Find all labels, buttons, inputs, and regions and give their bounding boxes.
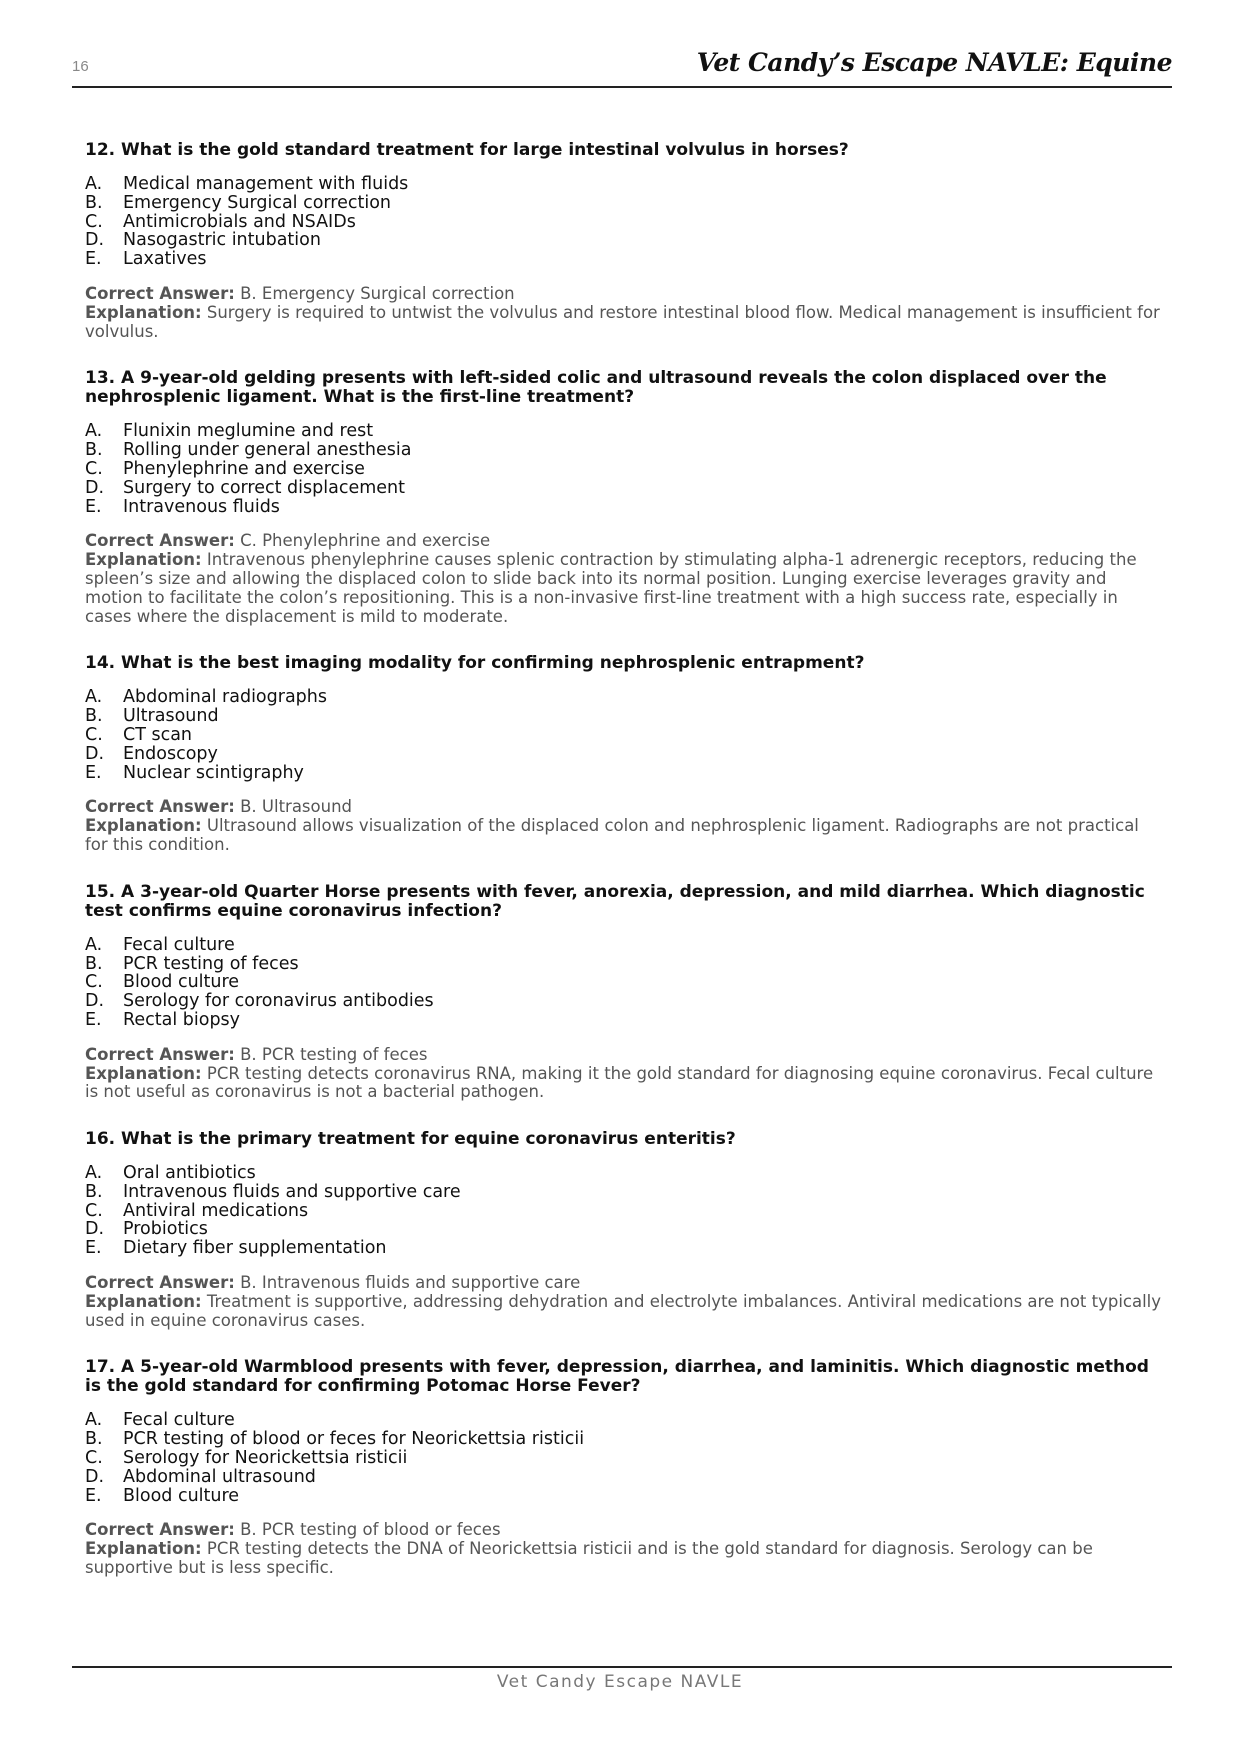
option-text: Probiotics — [123, 1219, 208, 1240]
correct-answer-text: B. Ultrasound — [240, 797, 353, 817]
question-title: 15. A 3-year-old Quarter Horse presents with fever, anorexia, depression, and mild diarrhea. Which diagnostic test confirms equine coronavirus infection? — [85, 881, 1145, 921]
explanation-text: PCR testing detects the DNA of Neorickettsia risticii and is the gold standard for diagnosis. Serology can be supportive but is less specific. — [85, 1539, 1093, 1578]
option-text: Rectal biopsy — [123, 1009, 241, 1030]
correct-answer — [85, 798, 1165, 817]
explanation-text: Treatment is supportive, addressing dehydration and electrolyte imbalances. Antiviral medications are not typically used in equine coronavirus cases. — [85, 1291, 1162, 1330]
explanation-label: Explanation: — [85, 1539, 202, 1559]
option-letter: C. — [85, 1200, 103, 1221]
explanation-text: Ultrasound allows visualization of the displaced colon and nephrosplenic ligament. Radiographs are not practical for this condition. — [85, 816, 1139, 854]
book-title: Vet Candy’s Escape NAVLE: Equine — [696, 48, 1172, 77]
option-letter: E. — [85, 496, 102, 517]
option-letter: B. — [85, 192, 103, 213]
option-item — [85, 498, 1165, 517]
option-letter: D. — [85, 743, 105, 764]
explanation-label: Explanation: — [85, 1291, 202, 1311]
option-item — [85, 441, 1165, 460]
option-text: Fecal culture — [123, 934, 235, 955]
explanation — [85, 1540, 1165, 1578]
explanation-label: Explanation: — [85, 302, 202, 322]
option-item — [85, 1202, 1165, 1221]
option-letter: C. — [85, 724, 103, 745]
option-letter: C. — [85, 1448, 103, 1469]
option-text: Antiviral medications — [123, 1200, 309, 1221]
option-text: Antimicrobials and NSAIDs — [123, 211, 356, 232]
correct-answer-text: C. Phenylephrine and exercise — [240, 531, 491, 551]
option-text: Abdominal radiographs — [123, 687, 327, 708]
correct-answer — [85, 285, 1165, 304]
option-item — [85, 745, 1165, 764]
option-item — [85, 250, 1165, 269]
explanation — [85, 1293, 1165, 1331]
correct-answer-text: B. PCR testing of blood or feces — [240, 1520, 501, 1540]
option-item — [85, 175, 1165, 194]
option-item — [85, 1487, 1165, 1506]
option-text: Emergency Surgical correction — [123, 192, 392, 213]
explanation-label: Explanation: — [85, 816, 202, 836]
question-block — [85, 369, 1165, 626]
option-item — [85, 688, 1165, 707]
option-text: Flunixin meglumine and rest — [123, 421, 374, 442]
option-item — [85, 764, 1165, 783]
option-text: Nuclear scintigraphy — [123, 762, 304, 783]
question-title: 12. What is the gold standard treatment for large intestinal volvulus in horses? — [85, 140, 849, 160]
explanation — [85, 1065, 1165, 1103]
option-letter: C. — [85, 972, 103, 993]
footer-text: Vet Candy Escape NAVLE — [496, 1672, 744, 1692]
question-title: 17. A 5-year-old Warmblood presents with fever, depression, diarrhea, and laminitis. Which diagnostic method is the gold standard for confirming Potomac Horse Fever? — [85, 1357, 1149, 1397]
option-text: CT scan — [123, 724, 193, 745]
explanation — [85, 304, 1165, 342]
option-letter: A. — [85, 687, 103, 708]
option-item — [85, 936, 1165, 955]
option-letter: D. — [85, 1466, 105, 1487]
option-text: Oral antibiotics — [123, 1163, 256, 1184]
question-title: 14. What is the best imaging modality for confirming nephrosplenic entrapment? — [85, 653, 865, 674]
option-letter: E. — [85, 1238, 102, 1259]
question-block — [85, 654, 1165, 854]
option-letter: E. — [85, 1009, 102, 1030]
option-list — [85, 1164, 1165, 1258]
option-text: Nasogastric intubation — [123, 230, 321, 251]
option-item — [85, 973, 1165, 992]
option-item — [85, 1183, 1165, 1202]
explanation-text: PCR testing detects coronavirus RNA, making it the gold standard for diagnosing equine coronavirus. Fecal culture is not useful as coronavirus is not a bacterial pathogen. — [85, 1063, 1154, 1102]
option-text: Medical management with fluids — [123, 174, 409, 194]
question-block — [85, 883, 1165, 1102]
question-block — [85, 1130, 1165, 1330]
question-title: 16. What is the primary treatment for equine coronavirus enteritis? — [85, 1129, 736, 1150]
option-text: Phenylephrine and exercise — [123, 458, 365, 479]
option-item — [85, 1164, 1165, 1183]
option-text: PCR testing of blood or feces for Neorickettsia risticii — [123, 1429, 585, 1450]
option-item — [85, 955, 1165, 974]
correct-answer — [85, 1274, 1165, 1293]
footer-divider — [72, 1666, 1172, 1668]
option-item — [85, 1011, 1165, 1030]
option-letter: E. — [85, 249, 102, 270]
correct-answer-label: Correct Answer: — [85, 1044, 235, 1064]
option-item — [85, 1411, 1165, 1430]
option-letter: B. — [85, 953, 103, 974]
question-block — [85, 1358, 1165, 1577]
option-letter: B. — [85, 1429, 103, 1450]
option-text: Intravenous fluids and supportive care — [123, 1181, 461, 1202]
correct-answer — [85, 1046, 1165, 1065]
option-item — [85, 992, 1165, 1011]
option-text: Blood culture — [123, 1485, 240, 1506]
option-letter: D. — [85, 477, 105, 498]
correct-answer-text: B. PCR testing of feces — [240, 1044, 428, 1064]
option-item — [85, 1220, 1165, 1239]
option-letter: E. — [85, 1485, 102, 1506]
option-letter: D. — [85, 230, 105, 251]
option-text: Laxatives — [123, 249, 207, 270]
option-list — [85, 936, 1165, 1030]
option-item — [85, 422, 1165, 441]
option-text: Dietary fiber supplementation — [123, 1238, 387, 1259]
correct-answer-text: B. Emergency Surgical correction — [240, 283, 515, 303]
explanation-label: Explanation: — [85, 1063, 202, 1083]
correct-answer-label: Correct Answer: — [85, 531, 235, 551]
option-letter: C. — [85, 458, 103, 479]
question-title: 13. A 9-year-old gelding presents with left-sided colic and ultrasound reveals the colon displaced over the nephrosplenic ligament. What is the first-line treatment? — [85, 368, 1107, 408]
page-number: 16 — [72, 58, 89, 75]
option-list — [85, 175, 1165, 269]
page-header — [72, 44, 1172, 88]
option-letter: B. — [85, 706, 103, 727]
option-text: Surgery to correct displacement — [123, 477, 405, 498]
explanation — [85, 551, 1165, 626]
option-list — [85, 422, 1165, 516]
option-letter: B. — [85, 440, 103, 461]
option-item — [85, 1468, 1165, 1487]
option-item — [85, 1430, 1165, 1449]
option-text: Serology for coronavirus antibodies — [123, 991, 434, 1012]
correct-answer — [85, 1521, 1165, 1540]
question-block — [85, 141, 1165, 341]
option-text: Serology for Neorickettsia risticii — [123, 1448, 408, 1469]
option-letter: D. — [85, 1219, 105, 1240]
explanation-label: Explanation: — [85, 550, 202, 570]
option-text: Abdominal ultrasound — [123, 1466, 316, 1487]
option-item — [85, 231, 1165, 250]
correct-answer-label: Correct Answer: — [85, 1273, 235, 1293]
option-item — [85, 726, 1165, 745]
option-item — [85, 1239, 1165, 1258]
option-letter: A. — [85, 1410, 103, 1431]
option-item — [85, 1449, 1165, 1468]
option-letter: B. — [85, 1181, 103, 1202]
option-letter: A. — [85, 174, 103, 194]
option-item — [85, 213, 1165, 232]
option-letter: D. — [85, 991, 105, 1012]
option-letter: C. — [85, 211, 103, 232]
option-letter: E. — [85, 762, 102, 783]
option-letter: A. — [85, 1163, 103, 1184]
option-text: Ultrasound — [123, 706, 219, 727]
option-text: Fecal culture — [123, 1410, 235, 1431]
correct-answer-label: Correct Answer: — [85, 283, 235, 303]
option-text: Endoscopy — [123, 743, 218, 764]
explanation-text: Surgery is required to untwist the volvulus and restore intestinal blood flow. Medical management is insufficient for volvulus. — [85, 302, 1160, 341]
explanation — [85, 817, 1165, 855]
option-item — [85, 707, 1165, 726]
option-letter: A. — [85, 421, 103, 442]
option-list — [85, 688, 1165, 782]
correct-answer-label: Correct Answer: — [85, 1520, 235, 1540]
correct-answer-text: B. Intravenous fluids and supportive care — [240, 1273, 581, 1293]
option-item — [85, 479, 1165, 498]
question-list — [85, 141, 1165, 1606]
option-text: Blood culture — [123, 972, 240, 993]
option-text: PCR testing of feces — [123, 953, 299, 974]
option-item — [85, 194, 1165, 213]
explanation-text: Intravenous phenylephrine causes splenic contraction by stimulating alpha-1 adrenergic receptors, reducing the spleen’s size and allowing the displaced colon to slide back into its normal position. Lunging exercise leverages gravity and motion to facilitate the colon’s repositioning. This is a non-invasive first-line treatment with a high success rate, especially in cases where the displacement is mild to moderate. — [85, 550, 1137, 626]
correct-answer — [85, 532, 1165, 551]
correct-answer-label: Correct Answer: — [85, 797, 235, 817]
option-item — [85, 460, 1165, 479]
option-text: Rolling under general anesthesia — [123, 440, 412, 461]
option-list — [85, 1411, 1165, 1505]
option-text: Intravenous fluids — [123, 496, 280, 517]
option-letter: A. — [85, 934, 103, 955]
